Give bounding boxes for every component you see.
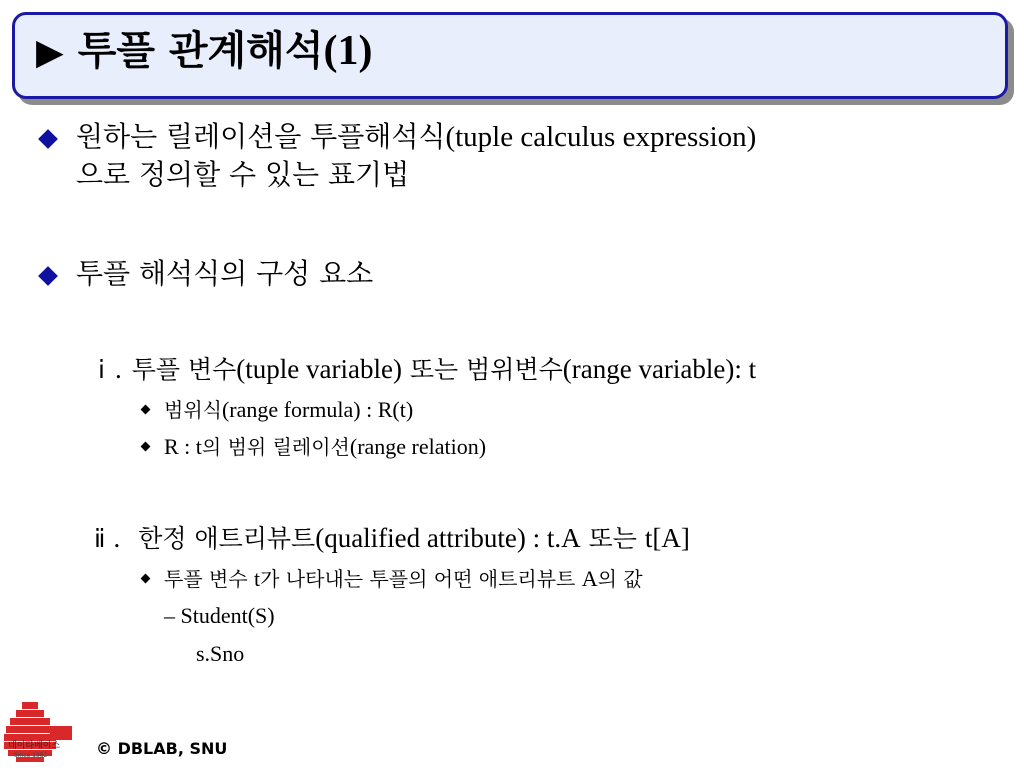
bullet-2: 투플 해석식의 구성 요소 bbox=[76, 257, 374, 290]
page-title bbox=[36, 16, 372, 86]
section-ii-heading bbox=[94, 521, 690, 556]
diamond-bullet-icon bbox=[38, 266, 58, 286]
title-korean: 투플 관계해석 bbox=[77, 28, 324, 74]
footer-copyright: © DBLAB, SNU bbox=[96, 739, 228, 758]
section-ii-sub-2 bbox=[196, 640, 244, 668]
section-ii-numeral: ⅱ bbox=[94, 524, 106, 553]
item-english: (range relation) bbox=[349, 434, 487, 459]
section-ii-english-1: (qualified attribute) : t.A bbox=[315, 523, 581, 553]
item-korean-3: 의 값 bbox=[597, 567, 643, 591]
item-english: (range formula) : R(t) bbox=[221, 397, 414, 422]
section-i-item-2 bbox=[164, 433, 486, 461]
bullet-1-line2: 으로 정의할 수 있는 표기법 bbox=[76, 158, 410, 191]
section-i-dot: . bbox=[114, 354, 122, 384]
diamond-bullet-icon bbox=[38, 129, 58, 149]
section-i-korean-1: 투플 변수 bbox=[131, 355, 237, 384]
bullet-1-english: (tuple calculus expression) bbox=[445, 121, 757, 153]
section-ii-korean-2: 또는 bbox=[588, 524, 637, 553]
item-english-1: t bbox=[254, 566, 261, 591]
small-diamond-icon bbox=[141, 574, 151, 584]
item-korean: 범위식 bbox=[164, 398, 222, 422]
attribute-example-text: s.Sno bbox=[196, 641, 245, 666]
play-triangle-icon: ▶ bbox=[36, 32, 64, 73]
section-i-item-1 bbox=[164, 396, 413, 424]
section-ii-dot: . bbox=[113, 523, 121, 553]
section-i-numeral: ⅰ bbox=[98, 355, 105, 384]
section-i-heading bbox=[98, 352, 756, 387]
logo-name: 데이타베이스 bbox=[8, 741, 61, 751]
small-diamond-icon bbox=[141, 442, 151, 452]
student-relation-text: – Student(S) bbox=[164, 603, 275, 628]
item-english-2: A bbox=[581, 566, 598, 591]
section-ii-item bbox=[164, 565, 643, 593]
title-number: (1) bbox=[323, 28, 373, 74]
section-i-english-1: (tuple variable) bbox=[236, 354, 402, 384]
section-i-korean-2: 또는 범위변수 bbox=[409, 355, 563, 384]
section-ii-english-2: t[A] bbox=[644, 523, 690, 553]
item-prefix: R : t bbox=[164, 434, 202, 459]
small-diamond-icon bbox=[141, 405, 151, 415]
item-korean-2: 가 나타내는 투플의 어떤 애트리뷰트 bbox=[260, 567, 576, 591]
section-i-english-2: (range variable): t bbox=[562, 354, 757, 384]
section-ii-sub-1 bbox=[164, 602, 275, 630]
bullet-1 bbox=[76, 118, 756, 156]
item-korean: 의 범위 릴레이션 bbox=[201, 435, 350, 459]
item-korean-1: 투플 변수 bbox=[164, 567, 248, 591]
bullet-1-korean: 원하는 릴레이션을 투플해석식 bbox=[76, 120, 446, 153]
section-ii-korean-1: 한정 애트리뷰트 bbox=[138, 524, 316, 553]
logo-since: Since 1982 bbox=[14, 752, 48, 759]
